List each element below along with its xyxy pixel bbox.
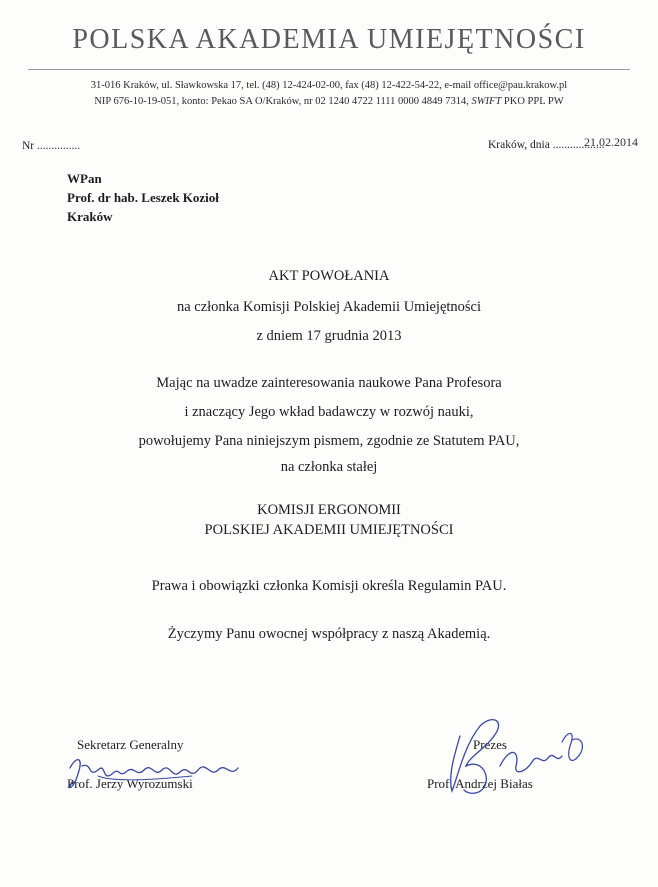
bank-line-swift: SWIFT: [471, 96, 502, 107]
act-date: z dniem 17 grudnia 2013: [256, 328, 402, 344]
act-subtitle: na członka Komisji Polskiej Akademii Umiejętności: [176, 299, 482, 315]
body-line-4: na członka stałej: [280, 459, 378, 475]
commission-name-2: POLSKIEJ AKADEMII UMIEJĘTNOŚCI: [204, 522, 454, 538]
address-line: 31-016 Kraków, ul. Sławkowska 17, tel. (48) 12-424-02-00, fax (48) 12-422-54-22, e-mail office@pau.krakow.pl: [90, 80, 568, 91]
body-line-2: i znaczący Jego wkład badawczy w rozwój nauki,: [184, 404, 474, 420]
body-line-1: Mając na uwadze zainteresowania naukowe Pana Profesora: [156, 375, 502, 391]
date-label: Kraków, dnia ..................: [488, 139, 605, 151]
left-signatory-title: Sekretarz Generalny: [77, 737, 184, 752]
letterhead-rule: [28, 69, 630, 70]
commission-name-1: KOMISJI ERGONOMII: [257, 502, 401, 518]
act-title: AKT POWOŁANIA: [268, 268, 390, 284]
reference-number: Nr ...............: [22, 140, 81, 152]
bank-line-prefix: NIP 676-10-19-051, konto: Pekao SA O/Kraków, nr 02 1240 4722 1111 0000 4849 7314,: [94, 96, 469, 107]
recipient-salutation: WPan: [67, 171, 102, 186]
bank-line: [0, 96, 658, 107]
rights-statement: Prawa i obowiązki członka Komisji określa Regulamin PAU.: [151, 578, 507, 594]
bank-line-suffix: PKO PPL PW: [503, 96, 564, 107]
date-value: 21.02.2014: [584, 135, 638, 149]
left-handwritten-signature: [62, 748, 252, 798]
right-signatory-title: Prezes: [473, 737, 507, 752]
right-handwritten-signature: [430, 706, 600, 806]
recipient-city: Kraków: [67, 209, 113, 224]
right-signatory-name: Prof. Andrzej Białas: [427, 776, 533, 791]
left-signatory-name: Prof. Jerzy Wyrozumski: [67, 776, 193, 791]
recipient-name: Prof. dr hab. Leszek Kozioł: [67, 190, 219, 205]
body-line-3: powołujemy Pana niniejszym pismem, zgodnie ze Statutem PAU,: [138, 433, 520, 449]
letterhead-title: POLSKA AKADEMIA UMIEJĘTNOŚCI: [72, 24, 586, 55]
closing-wishes: Życzymy Panu owocnej współpracy z naszą Akademią.: [167, 626, 491, 642]
